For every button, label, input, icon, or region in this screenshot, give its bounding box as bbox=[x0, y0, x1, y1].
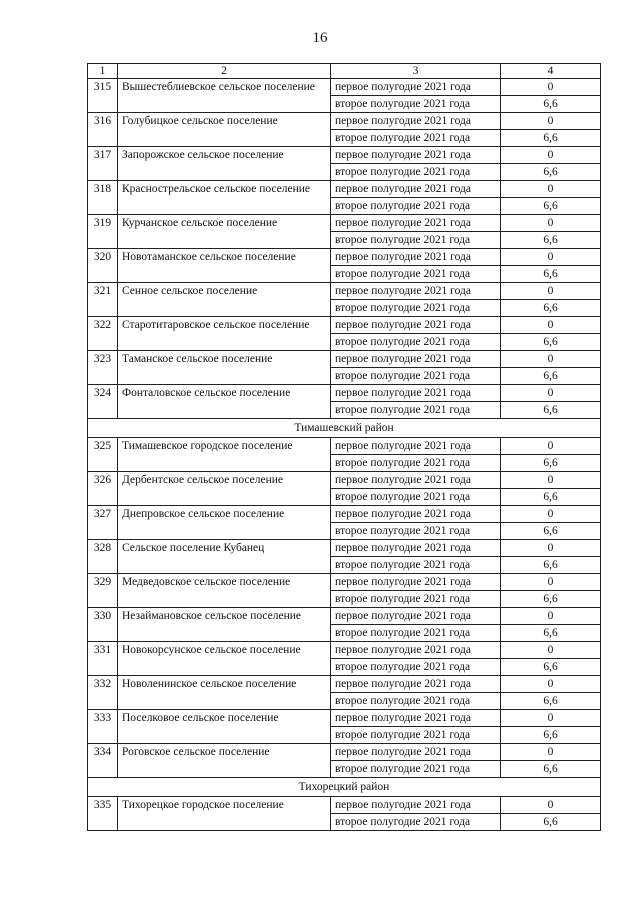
period-first: первое полугодие 2021 года bbox=[331, 385, 501, 402]
value-first-half: 0 bbox=[501, 710, 601, 727]
header-cell-2: 2 bbox=[118, 64, 331, 79]
table-row bbox=[88, 642, 601, 659]
row-number: 316 bbox=[88, 113, 118, 147]
value-first-half: 0 bbox=[501, 215, 601, 232]
period-second: второе полугодие 2021 года bbox=[331, 164, 501, 181]
district-name: Тихорецкий район bbox=[88, 778, 601, 797]
value-second-half: 6,6 bbox=[501, 402, 601, 419]
table-row bbox=[88, 181, 601, 198]
value-second-half: 6,6 bbox=[501, 557, 601, 574]
table-row bbox=[88, 472, 601, 489]
table-row bbox=[88, 744, 601, 761]
period-second: второе полугодие 2021 года bbox=[331, 659, 501, 676]
page-number: 16 bbox=[312, 30, 328, 46]
settlement-name: Новоленинское сельское поселение bbox=[118, 676, 331, 710]
header-cell-3: 3 bbox=[331, 64, 501, 79]
table-row bbox=[88, 283, 601, 300]
table-row bbox=[88, 113, 601, 130]
table-row bbox=[88, 574, 601, 591]
period-first: первое полугодие 2021 года bbox=[331, 797, 501, 814]
table-row bbox=[88, 710, 601, 727]
period-first: первое полугодие 2021 года bbox=[331, 574, 501, 591]
period-second: второе полугодие 2021 года bbox=[331, 523, 501, 540]
value-first-half: 0 bbox=[501, 676, 601, 693]
row-number: 320 bbox=[88, 249, 118, 283]
value-second-half: 6,6 bbox=[501, 489, 601, 506]
table-row bbox=[88, 351, 601, 368]
settlement-name: Медведовское сельское поселение bbox=[118, 574, 331, 608]
table-row bbox=[88, 676, 601, 693]
row-number: 318 bbox=[88, 181, 118, 215]
value-first-half: 0 bbox=[501, 317, 601, 334]
period-first: первое полугодие 2021 года bbox=[331, 249, 501, 266]
period-first: первое полугодие 2021 года bbox=[331, 472, 501, 489]
period-first: первое полугодие 2021 года bbox=[331, 317, 501, 334]
settlement-name: Сельское поселение Кубанец bbox=[118, 540, 331, 574]
row-number: 327 bbox=[88, 506, 118, 540]
value-second-half: 6,6 bbox=[501, 761, 601, 778]
settlement-name: Краснострельское сельское поселение bbox=[118, 181, 331, 215]
period-second: второе полугодие 2021 года bbox=[331, 727, 501, 744]
period-first: первое полугодие 2021 года bbox=[331, 181, 501, 198]
settlement-name: Фонталовское сельское поселение bbox=[118, 385, 331, 419]
value-second-half: 6,6 bbox=[501, 266, 601, 283]
table-row bbox=[88, 608, 601, 625]
row-number: 325 bbox=[88, 438, 118, 472]
value-first-half: 0 bbox=[501, 608, 601, 625]
value-second-half: 6,6 bbox=[501, 659, 601, 676]
settlement-name: Дербентское сельское поселение bbox=[118, 472, 331, 506]
period-second: второе полугодие 2021 года bbox=[331, 96, 501, 113]
district-header-row bbox=[88, 778, 601, 797]
period-second: второе полугодие 2021 года bbox=[331, 455, 501, 472]
settlement-name: Курчанское сельское поселение bbox=[118, 215, 331, 249]
settlement-name: Тихорецкое городское поселение bbox=[118, 797, 331, 831]
row-number: 315 bbox=[88, 79, 118, 113]
table-row bbox=[88, 317, 601, 334]
value-second-half: 6,6 bbox=[501, 368, 601, 385]
value-second-half: 6,6 bbox=[501, 591, 601, 608]
value-second-half: 6,6 bbox=[501, 625, 601, 642]
value-first-half: 0 bbox=[501, 797, 601, 814]
period-second: второе полугодие 2021 года bbox=[331, 625, 501, 642]
row-number: 331 bbox=[88, 642, 118, 676]
value-first-half: 0 bbox=[501, 181, 601, 198]
period-first: первое полугодие 2021 года bbox=[331, 79, 501, 96]
period-second: второе полугодие 2021 года bbox=[331, 232, 501, 249]
row-number: 328 bbox=[88, 540, 118, 574]
period-first: первое полугодие 2021 года bbox=[331, 215, 501, 232]
settlement-name: Старотитаровское сельское поселение bbox=[118, 317, 331, 351]
settlement-name: Тимашевское городское поселение bbox=[118, 438, 331, 472]
period-first: первое полугодие 2021 года bbox=[331, 608, 501, 625]
row-number: 319 bbox=[88, 215, 118, 249]
period-second: второе полугодие 2021 года bbox=[331, 402, 501, 419]
table-row bbox=[88, 385, 601, 402]
value-second-half: 6,6 bbox=[501, 334, 601, 351]
row-number: 324 bbox=[88, 385, 118, 419]
tariff-table bbox=[87, 63, 601, 831]
value-second-half: 6,6 bbox=[501, 693, 601, 710]
value-first-half: 0 bbox=[501, 744, 601, 761]
period-first: первое полугодие 2021 года bbox=[331, 506, 501, 523]
row-number: 321 bbox=[88, 283, 118, 317]
settlement-name: Голубицкое сельское поселение bbox=[118, 113, 331, 147]
value-first-half: 0 bbox=[501, 472, 601, 489]
settlement-name: Новотаманское сельское поселение bbox=[118, 249, 331, 283]
value-second-half: 6,6 bbox=[501, 96, 601, 113]
period-first: первое полугодие 2021 года bbox=[331, 438, 501, 455]
period-second: второе полугодие 2021 года bbox=[331, 266, 501, 283]
settlement-name: Запорожское сельское поселение bbox=[118, 147, 331, 181]
value-first-half: 0 bbox=[501, 385, 601, 402]
value-first-half: 0 bbox=[501, 147, 601, 164]
table-row bbox=[88, 797, 601, 814]
value-first-half: 0 bbox=[501, 351, 601, 368]
period-first: первое полугодие 2021 года bbox=[331, 351, 501, 368]
value-first-half: 0 bbox=[501, 113, 601, 130]
row-number: 335 bbox=[88, 797, 118, 831]
value-first-half: 0 bbox=[501, 506, 601, 523]
period-first: первое полугодие 2021 года bbox=[331, 744, 501, 761]
row-number: 317 bbox=[88, 147, 118, 181]
settlement-name: Днепровское сельское поселение bbox=[118, 506, 331, 540]
value-first-half: 0 bbox=[501, 540, 601, 557]
value-first-half: 0 bbox=[501, 438, 601, 455]
row-number: 326 bbox=[88, 472, 118, 506]
period-first: первое полугодие 2021 года bbox=[331, 710, 501, 727]
value-second-half: 6,6 bbox=[501, 814, 601, 831]
row-number: 334 bbox=[88, 744, 118, 778]
value-first-half: 0 bbox=[501, 642, 601, 659]
table-row bbox=[88, 215, 601, 232]
value-second-half: 6,6 bbox=[501, 164, 601, 181]
period-second: второе полугодие 2021 года bbox=[331, 693, 501, 710]
period-first: первое полугодие 2021 года bbox=[331, 642, 501, 659]
settlement-name: Новокорсунское сельское поселение bbox=[118, 642, 331, 676]
row-number: 332 bbox=[88, 676, 118, 710]
period-second: второе полугодие 2021 года bbox=[331, 557, 501, 574]
settlement-name: Сенное сельское поселение bbox=[118, 283, 331, 317]
row-number: 329 bbox=[88, 574, 118, 608]
value-first-half: 0 bbox=[501, 283, 601, 300]
district-name: Тимашевский район bbox=[88, 419, 601, 438]
table-row bbox=[88, 506, 601, 523]
table-row bbox=[88, 540, 601, 557]
value-second-half: 6,6 bbox=[501, 727, 601, 744]
header-cell-4: 4 bbox=[501, 64, 601, 79]
settlement-name: Таманское сельское поселение bbox=[118, 351, 331, 385]
settlement-name: Роговское сельское поселение bbox=[118, 744, 331, 778]
period-second: второе полугодие 2021 года bbox=[331, 130, 501, 147]
period-second: второе полугодие 2021 года bbox=[331, 300, 501, 317]
value-second-half: 6,6 bbox=[501, 198, 601, 215]
period-second: второе полугодие 2021 года bbox=[331, 334, 501, 351]
row-number: 333 bbox=[88, 710, 118, 744]
settlement-name: Поселковое сельское поселение bbox=[118, 710, 331, 744]
period-second: второе полугодие 2021 года bbox=[331, 761, 501, 778]
period-second: второе полугодие 2021 года bbox=[331, 198, 501, 215]
row-number: 322 bbox=[88, 317, 118, 351]
period-second: второе полугодие 2021 года bbox=[331, 368, 501, 385]
table-header-row bbox=[88, 64, 601, 79]
period-first: первое полугодие 2021 года bbox=[331, 540, 501, 557]
row-number: 330 bbox=[88, 608, 118, 642]
value-second-half: 6,6 bbox=[501, 455, 601, 472]
value-first-half: 0 bbox=[501, 574, 601, 591]
period-second: второе полугодие 2021 года bbox=[331, 489, 501, 506]
table-row bbox=[88, 249, 601, 266]
settlement-name: Вышестеблиевское сельское поселение bbox=[118, 79, 331, 113]
value-first-half: 0 bbox=[501, 79, 601, 96]
row-number: 323 bbox=[88, 351, 118, 385]
period-first: первое полугодие 2021 года bbox=[331, 676, 501, 693]
value-second-half: 6,6 bbox=[501, 300, 601, 317]
value-first-half: 0 bbox=[501, 249, 601, 266]
settlement-name: Незаймановское сельское поселение bbox=[118, 608, 331, 642]
value-second-half: 6,6 bbox=[501, 523, 601, 540]
period-second: второе полугодие 2021 года bbox=[331, 814, 501, 831]
value-second-half: 6,6 bbox=[501, 232, 601, 249]
district-header-row bbox=[88, 419, 601, 438]
table-body bbox=[88, 64, 601, 831]
period-first: первое полугодие 2021 года bbox=[331, 147, 501, 164]
table-row bbox=[88, 79, 601, 96]
period-first: первое полугодие 2021 года bbox=[331, 113, 501, 130]
value-second-half: 6,6 bbox=[501, 130, 601, 147]
table-row bbox=[88, 438, 601, 455]
header-cell-1: 1 bbox=[88, 64, 118, 79]
table-row bbox=[88, 147, 601, 164]
period-second: второе полугодие 2021 года bbox=[331, 591, 501, 608]
period-first: первое полугодие 2021 года bbox=[331, 283, 501, 300]
